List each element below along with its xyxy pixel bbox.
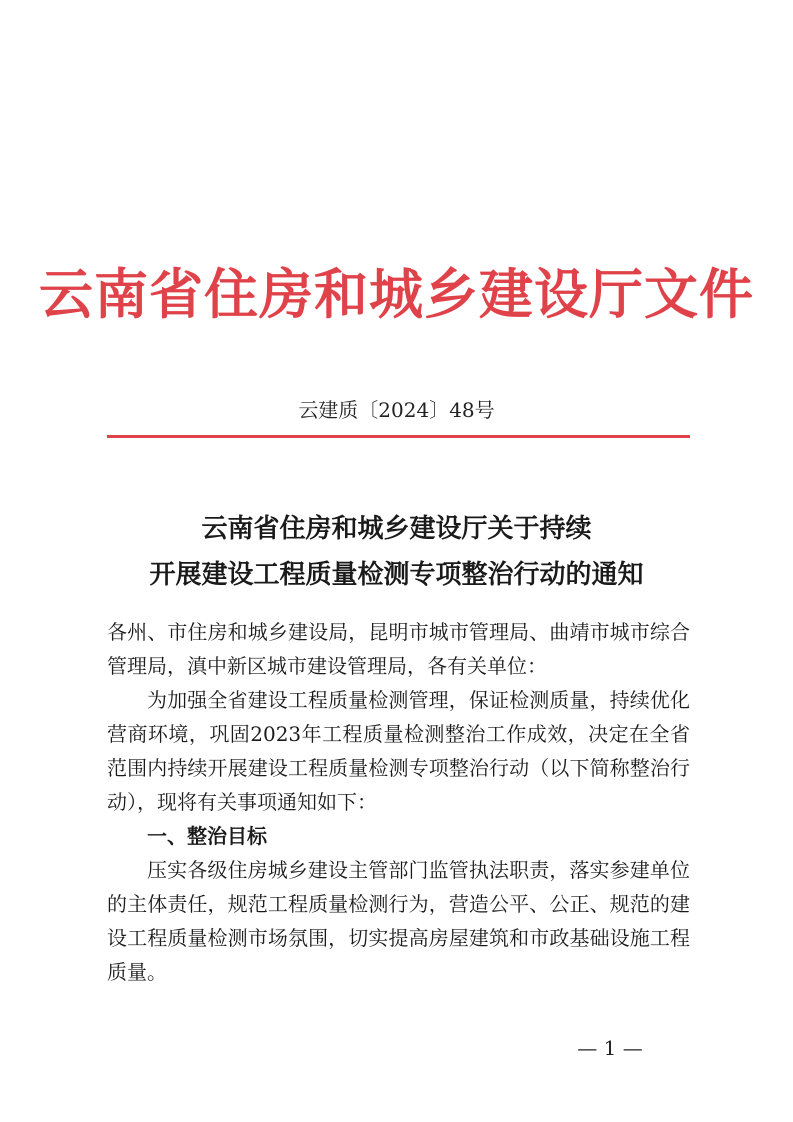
section-heading-goals: 一、整治目标 [147,824,267,848]
red-divider-line [107,435,690,438]
intro-paragraph: 为加强全省建设工程质量检测管理，保证检测质量，持续优化营商环境，巩固2023年工程质量检测整治工作成效，决定在全省范围内持续开展建设工程质量检测专项整治行动（以下简称整治行动），现将有关事项通知如下： [107,688,690,814]
section-goals-paragraph: 压实各级住房城乡建设主管部门监管执法职责，落实参建单位的主体责任，规范工程质量检测行为，营造公平、公正、规范的建设工程质量检测市场氛围，切实提高房屋建筑和市政基础设施工程质量。 [107,858,690,984]
document-number: 云建质〔2024〕48号 [298,398,495,422]
document-body [107,615,690,989]
document-title-line-1: 云南省住房和城乡建设厅关于持续 [201,514,592,544]
page-number: — 1 — [577,1036,643,1060]
document-title-line-2: 开展建设工程质量检测专项整治行动的通知 [149,560,644,590]
issuer-header-title: 云南省住房和城乡建设厅文件 [39,262,754,326]
document-title [0,506,793,598]
addressee-paragraph: 各州、市住房和城乡建设局，昆明市城市管理局、曲靖市城市综合管理局，滇中新区城市建设管理局，各有关单位： [107,620,690,678]
